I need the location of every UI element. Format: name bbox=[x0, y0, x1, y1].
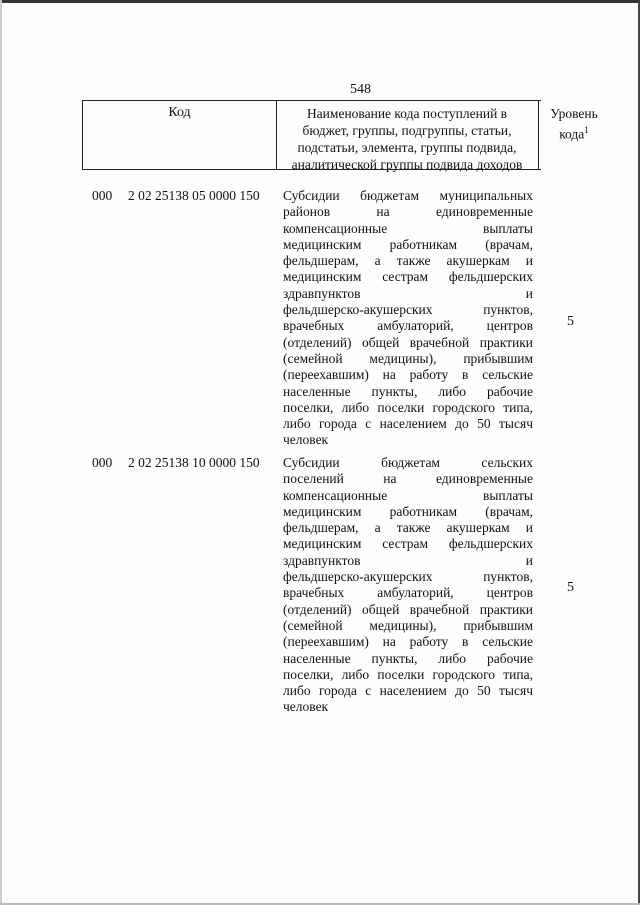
income-name-line: здравпунктов и bbox=[283, 285, 533, 301]
budget-code: 2 02 25138 10 0000 150 bbox=[128, 455, 260, 470]
income-name-line: медицинским сестрам фельдшерских bbox=[283, 536, 533, 552]
header-level-line: Уровень bbox=[550, 106, 598, 121]
income-name bbox=[283, 188, 533, 449]
income-name-line: (отделений) общей врачебной практики bbox=[283, 601, 533, 617]
admin-code: 000 bbox=[92, 188, 113, 203]
admin-code: 000 bbox=[92, 455, 113, 470]
scan-edge-top bbox=[0, 0, 640, 3]
header-name-line: бюджет, группы, подгруппы, статьи, bbox=[302, 123, 512, 138]
income-name-line: (семейной медицины), прибывшим bbox=[283, 617, 533, 633]
header-name bbox=[277, 105, 537, 173]
header-code: Код bbox=[168, 105, 191, 120]
income-name-line: врачебных амбулаторий, центров bbox=[283, 318, 533, 334]
income-name-line: здравпунктов и bbox=[283, 552, 533, 568]
income-name-line: человек bbox=[283, 699, 329, 715]
budget-code: 2 02 25138 05 0000 150 bbox=[128, 188, 260, 203]
income-name-line: либо города с населением до 50 тысяч bbox=[283, 683, 533, 699]
income-name-line: медицинским работникам (врачам, bbox=[283, 236, 533, 252]
level-code: 5 bbox=[567, 580, 574, 595]
income-name-line: (переехавшим) на работу в сельские bbox=[283, 367, 533, 383]
page-number: 548 bbox=[350, 82, 371, 97]
income-name-line: либо города с населением до 50 тысяч bbox=[283, 416, 533, 432]
income-name-line: (семейной медицины), прибывшим bbox=[283, 350, 533, 366]
income-name-line: районов на единовременные bbox=[283, 204, 533, 220]
income-name-line: (отделений) общей врачебной практики bbox=[283, 334, 533, 350]
income-name-line: человек bbox=[283, 432, 329, 448]
scan-edge-left bbox=[0, 0, 2, 905]
income-name-line: компенсационные выплаты bbox=[283, 487, 533, 503]
footnote-marker: 1 bbox=[584, 125, 589, 135]
income-name-line: поселений на единовременные bbox=[283, 471, 533, 487]
header-name-line: аналитической группы подвида доходов bbox=[291, 157, 523, 172]
income-name bbox=[283, 455, 533, 716]
income-name-line: фельдшерам, а также акушеркам и bbox=[283, 253, 533, 269]
income-name-line: населенные пункты, либо рабочие bbox=[283, 383, 533, 399]
income-name-line: фельдшерам, а также акушеркам и bbox=[283, 520, 533, 536]
income-name-line: компенсационные выплаты bbox=[283, 220, 533, 236]
income-name-line: поселки, либо поселки городского типа, bbox=[283, 666, 533, 682]
income-name-line: поселки, либо поселки городского типа, bbox=[283, 399, 533, 415]
income-name-line: Субсидии бюджетам муниципальных bbox=[283, 188, 533, 203]
header-level bbox=[539, 105, 609, 143]
income-name-line: фельдшерско-акушерских пунктов, bbox=[283, 569, 533, 585]
income-name-line: медицинским сестрам фельдшерских bbox=[283, 269, 533, 285]
income-name-line: населенные пункты, либо рабочие bbox=[283, 650, 533, 666]
income-name-line: (переехавшим) на работу в сельские bbox=[283, 634, 533, 650]
income-name-line: Субсидии бюджетам сельских bbox=[283, 455, 533, 470]
header-name-line: подстатьи, элемента, группы подвида, bbox=[297, 140, 517, 155]
income-name-line: фельдшерско-акушерских пунктов, bbox=[283, 302, 533, 318]
header-level-line: кода$^1$ bbox=[559, 125, 589, 142]
income-name-line: врачебных амбулаторий, центров bbox=[283, 585, 533, 601]
table-header bbox=[82, 100, 598, 172]
level-code: 5 bbox=[567, 314, 574, 329]
header-name-line: Наименование кода поступлений в bbox=[306, 106, 508, 121]
income-name-line: медицинским работникам (врачам, bbox=[283, 503, 533, 519]
